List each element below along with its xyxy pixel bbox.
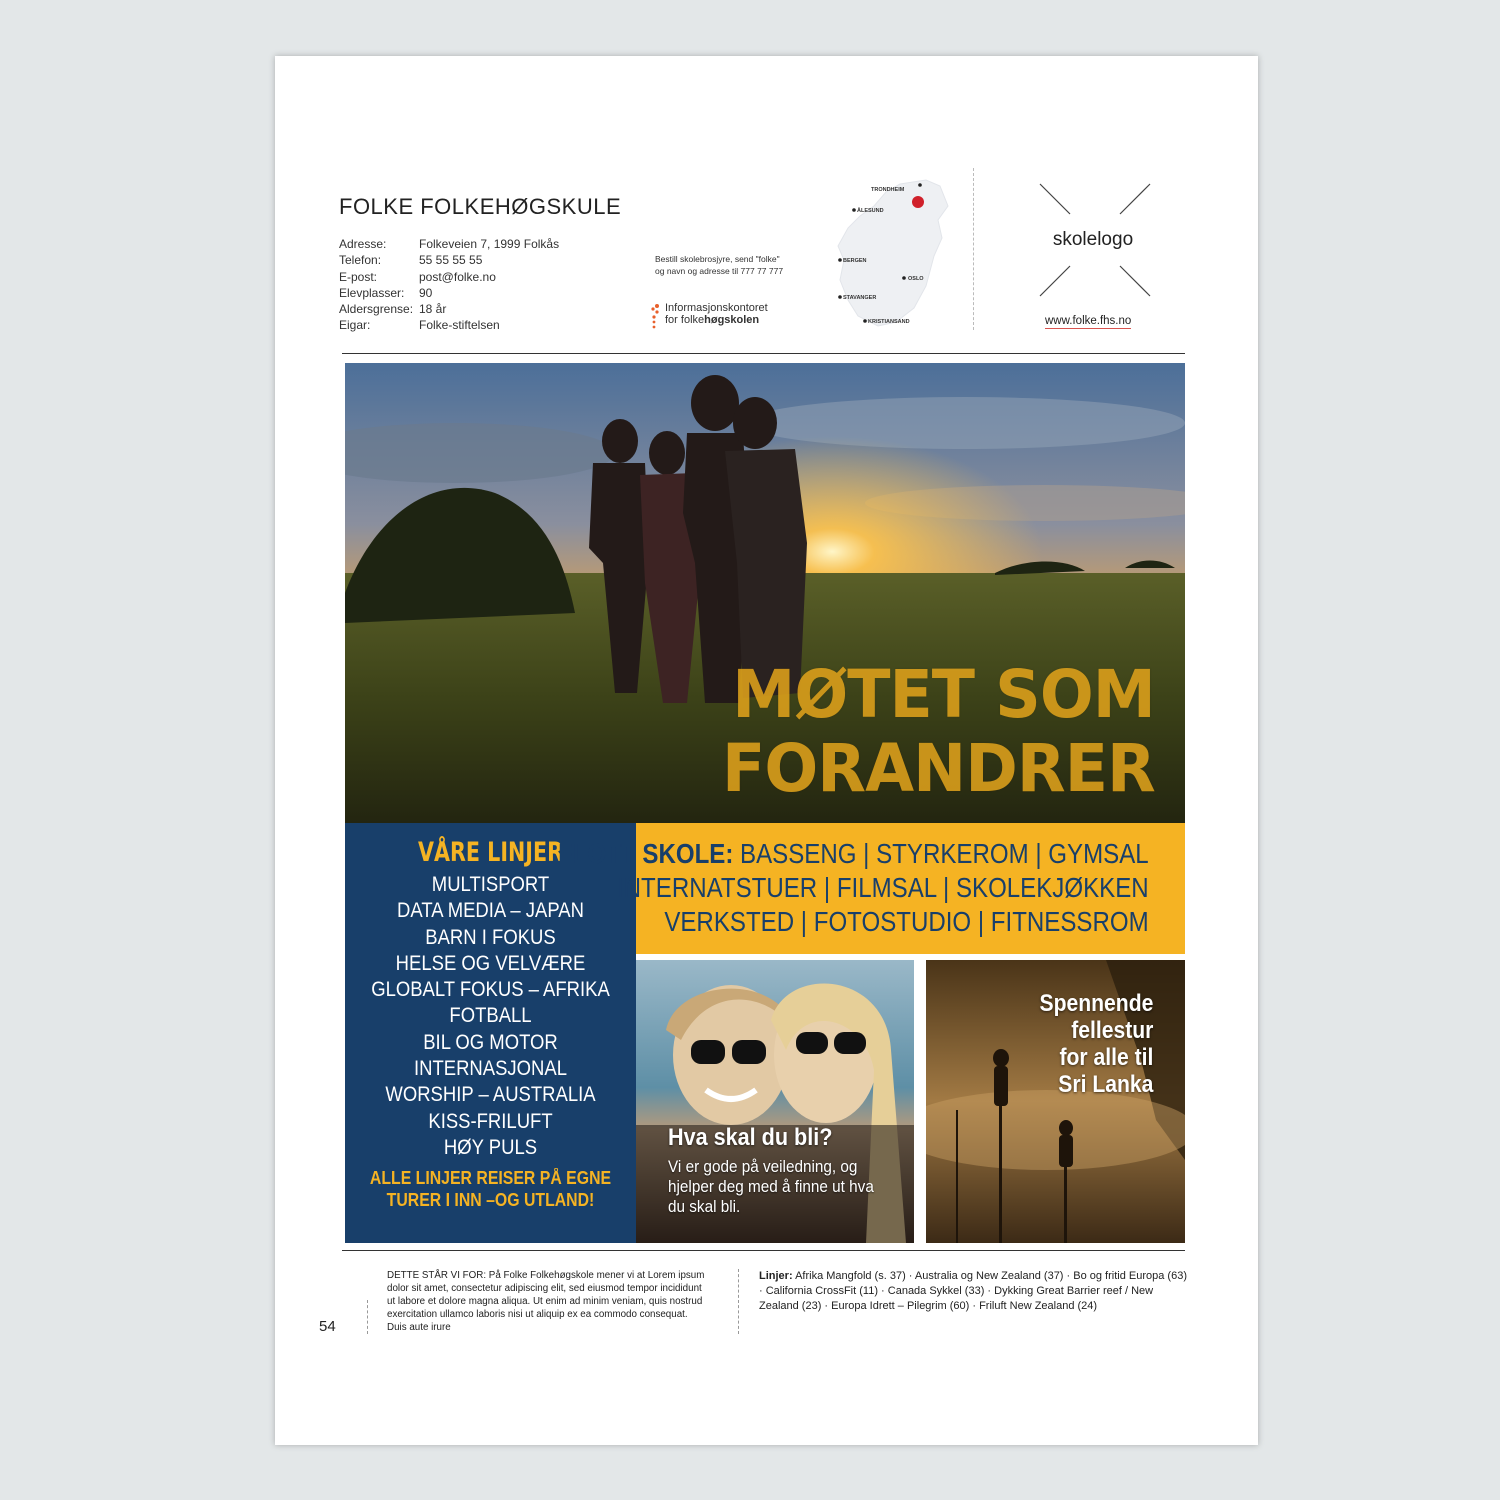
footer-lines-list: Afrika Mangfold (s. 37) · Australia og New Zealand (37) · Bo og fritid Europa (63) · California CrossFit (11) · Canada Sykkel (33) · Dykking Great Barrier reef / New Zealand (23) · Europa Idrett – Pilegrim (60) · Friluft New Zealand (24)	[759, 1270, 1187, 1312]
map-label-trondheim: TRONDHEIM	[871, 187, 905, 193]
map-label-oslo: OSLO	[908, 276, 924, 282]
school-name: FOLKE FOLKEHØGSKULE	[339, 194, 622, 219]
hero-headline	[722, 658, 1155, 806]
guidance-photo	[636, 960, 914, 1243]
facilities-text	[558, 837, 1149, 939]
headline-line-1: MØTET SOM	[732, 656, 1155, 733]
brochure-page	[275, 56, 1258, 1445]
facilities-label: FLOTT SKOLE:	[558, 838, 734, 869]
map-label-kristiansand: KRISTIANSAND	[868, 319, 910, 325]
order-line-2: og navn og adresse til 777 77 777	[655, 265, 784, 276]
info-label: Aldersgrense:	[339, 302, 414, 317]
lines-footer-line-2: TURER I INN –OG UTLAND!	[386, 1190, 595, 1211]
footer-lines-text	[759, 1269, 1189, 1314]
school-info-list	[339, 236, 559, 334]
map-label-bergen: BERGEN	[843, 258, 867, 264]
info-value: post@folke.no	[419, 269, 496, 284]
top-rule	[342, 353, 1185, 354]
sri-lanka-photo	[926, 960, 1185, 1243]
info-label: Eigar:	[339, 318, 371, 333]
infokontor-logo	[651, 302, 768, 329]
info-row	[339, 285, 559, 301]
facilities-line-1-text: BASSENG | STYRKEROM | GYMSAL	[733, 838, 1149, 869]
info-value: 18 år	[419, 302, 447, 317]
facilities-line-2: INTERNATSTUER | FILMSAL | SKOLEKJØKKEN	[617, 872, 1149, 903]
footer-about-text: DETTE STÅR VI FOR: På Folke Folkehøgskole mener vi at Lorem ipsum dolor sit amet, consectetur adipiscing elit, sed eiusmod tempor incididunt ut labore et dolore magna aliqua. Ut enim ad minim veniam, quis nostrud exercitation ullamco laboris nisi ut aliquip ex ea commodo consequat. Duis aute irure	[387, 1270, 705, 1333]
headline-line-2: FORANDRER	[722, 730, 1155, 807]
list-item: BIL OG MOTOR	[423, 1030, 558, 1054]
logo-placeholder-text: skolelogo	[1052, 229, 1134, 250]
guidance-title: Hva skal du bli?	[668, 1124, 833, 1151]
map-label-stavanger: STAVANGER	[843, 295, 877, 301]
lines-footer	[362, 1167, 618, 1211]
list-item: INTERNASJONAL	[413, 1057, 568, 1081]
info-label: Elevplasser:	[339, 285, 405, 300]
info-row	[339, 252, 559, 268]
info-value: 90	[419, 285, 433, 300]
info-label: Adresse:	[339, 237, 387, 251]
trip-line-1: Spennende	[1039, 990, 1153, 1017]
trip-line-3: for alle til	[1059, 1044, 1153, 1071]
info-value: Folke-stiftelsen	[419, 318, 500, 333]
header-divider	[973, 168, 974, 330]
list-item: MULTISPORT	[431, 873, 550, 896]
list-item: DATA MEDIA – JAPAN	[397, 899, 584, 923]
hero-sunset-photo	[345, 363, 1185, 823]
norway-map-icon	[830, 176, 960, 336]
footer-divider-right	[738, 1269, 739, 1334]
list-item: GLOBALT FOKUS – AFRIKA	[371, 978, 610, 1002]
map-label-alesund: ÅLESUND	[857, 208, 884, 214]
order-line-1: Bestill skolebrosjyre, send "folke"	[655, 254, 780, 264]
info-value: 55 55 55 55	[419, 253, 483, 268]
list-item: HØY PULS	[443, 1135, 538, 1159]
norway-map	[830, 176, 960, 336]
trip-line-4: Sri Lanka	[1057, 1071, 1153, 1098]
order-brochure-text	[655, 254, 783, 277]
list-item: FOTBALL	[449, 1004, 532, 1028]
trip-title	[1039, 990, 1153, 1098]
page-number: 54	[319, 1318, 336, 1335]
info-row	[339, 236, 559, 252]
bottom-rule	[342, 1250, 1185, 1251]
list-item: KISS-FRILUFT	[428, 1109, 553, 1133]
infokontor-prefix: for folke	[665, 314, 705, 326]
footer-lines-label: Linjer:	[759, 1270, 793, 1282]
info-value: Folkeveien 7, 1999 Folkås	[419, 237, 560, 251]
facilities-line-1	[558, 837, 1149, 871]
website-link[interactable]: www.folke.fhs.no	[1045, 315, 1132, 327]
list-item: HELSE OG VELVÆRE	[395, 951, 586, 975]
info-row	[339, 301, 559, 317]
list-item: BARN I FOKUS	[425, 925, 556, 949]
lines-heading: VÅRE LINJER	[418, 837, 563, 868]
infokontor-dots-icon	[651, 303, 661, 329]
infokontor-bold: høgskolen	[704, 314, 760, 326]
info-row	[339, 317, 559, 333]
infokontor-line-2	[665, 314, 768, 326]
facilities-line-3: VERKSTED | FOTOSTUDIO | FITNESSROM	[664, 906, 1149, 937]
facilities-panel	[558, 823, 1185, 954]
infokontor-line-1: Informasjonskontoret	[665, 302, 768, 314]
list-item: WORSHIP – AUSTRALIA	[385, 1083, 596, 1107]
footer-divider-left	[367, 1300, 368, 1334]
guidance-body: Vi er gode på veiledning, og hjelper deg med å finne ut hva du skal bli.	[668, 1157, 874, 1216]
info-label: E-post:	[339, 269, 378, 284]
info-label: Telefon:	[339, 253, 382, 268]
info-row	[339, 269, 559, 285]
lines-footer-line-1: ALLE LINJER REISER PÅ EGNE	[369, 1168, 612, 1189]
trip-line-2: fellestur	[1070, 1017, 1153, 1044]
